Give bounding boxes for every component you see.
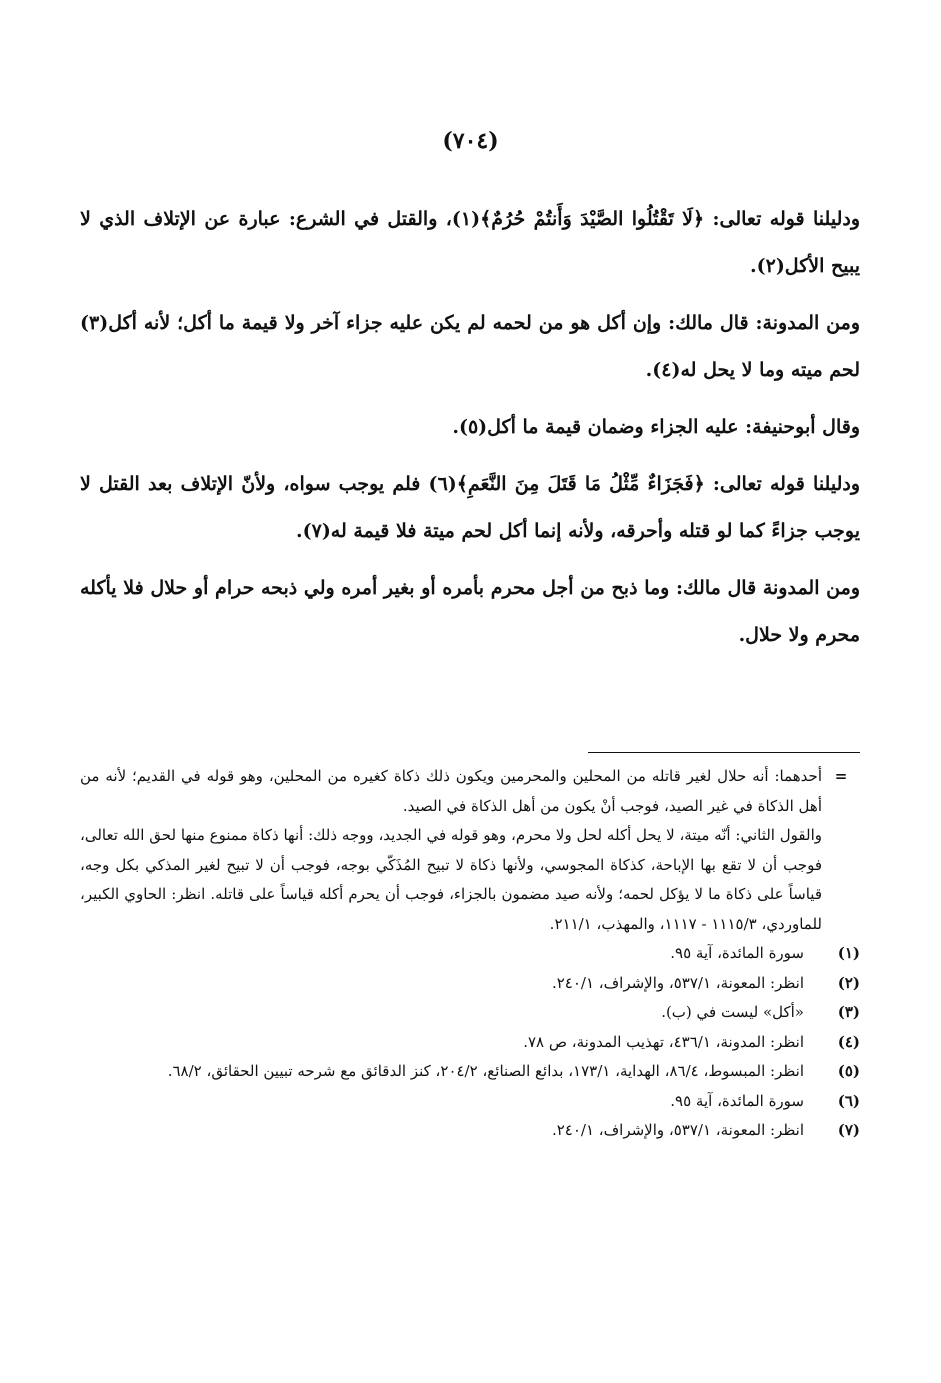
- footnote-text: سورة المائدة، آية ٩٥.: [670, 944, 804, 962]
- main-paragraph: ومن المدونة قال مالك: وما ذبح من أجل محرم بأمره أو بغير أمره ولي ذبحه حرام أو حلال فلا يأكله محرم ولا حلال.: [80, 577, 860, 646]
- footnote-number: (٣): [837, 1003, 860, 1021]
- main-text: [80, 196, 860, 669]
- main-paragraph: وقال أبوحنيفة: عليه الجزاء وضمان قيمة ما أكل(٥).: [452, 416, 860, 438]
- footnote-text: انظر: المبسوط، ٨٦/٤، الهداية، ١٧٣/١، بدائع الصنائع، ٢٠٤/٢، كنز الدقائق مع شرحه تبيين الحقائق، ٦٨/٢.: [167, 1062, 804, 1080]
- footnote-divider: [588, 752, 860, 753]
- footnote: [80, 969, 860, 999]
- footnote-number: (٧): [837, 1121, 860, 1139]
- footnotes: [80, 762, 860, 1146]
- footnote: [80, 939, 860, 969]
- continuation-paragraph: أحدهما: أنه حلال لغير قاتله من المحلين والمحرمين ويكون ذلك ذكاة كغيره من المحلين، وهو قوله في القديم؛ لأنه من أهل الذكاة في غير الصيد، فوجب أنْ يكون من أهل الذكاة في الصيد.: [80, 767, 822, 815]
- continuation-body: [80, 762, 822, 939]
- footnote-number: (١): [837, 944, 860, 962]
- footnote: [80, 1028, 860, 1058]
- footnote: [80, 1116, 860, 1146]
- footnote: [80, 998, 860, 1028]
- footnote-text: «أكل» ليست في (ب).: [661, 1003, 804, 1021]
- main-paragraph: ومن المدونة: قال مالك: وإن أكل هو من لحمه لم يكن عليه جزاء آخر ولا قيمة ما أكل؛ لأنه أكل(٣) لحم ميته وما لا يحل له(٤).: [80, 312, 860, 381]
- footnote-continuation: [80, 762, 860, 939]
- footnote: [80, 1057, 860, 1087]
- continuation-mark: =: [834, 767, 848, 785]
- main-paragraph: ودليلنا قوله تعالى: ﴿لَا تَقْتُلُوا الصَّيْدَ وَأَنتُمْ حُرُمٌ﴾(١)، والقتل في الشرع: عبارة عن الإتلاف الذي لا يبيح الأكل(٢).: [80, 208, 860, 277]
- footnote-text: سورة المائدة، آية ٩٥.: [670, 1091, 804, 1110]
- footnote-text: انظر: المعونة، ٥٣٧/١، والإشراف، ٢٤٠/١.: [551, 973, 804, 992]
- continuation-paragraph: والقول الثاني: أنّه ميتة، لا يحل أكله لحل ولا محرم، وهو قوله في الجديد، ووجه ذلك: أنها ذكاة ممنوع منها لحق الله تعالى، فوجب أن لا تقع بها الإباحة، كذكاة المجوسي، ولأنها ذكاة لا تبيح المُذَكّي بوجه، فوجب أن لا تبيح لغير المذكي بكل وجه، قياساً على ذكاة ما لا يؤكل لحمه؛ ولأنه صيد مضمون بالجزاء، فوجب أن يحرم أكله قياساً على قاتله. انظر: الحاوي الكبير، للماوردي، ١١١٥/٣ - ١١١٧، والمهذب، ٢١١/١.: [80, 826, 823, 933]
- footnote-number: (٦): [837, 1091, 860, 1110]
- page-number: (٧٠٤): [442, 128, 499, 154]
- footnote: [80, 1087, 860, 1117]
- footnote-text: انظر: المدونة، ٤٣٦/١، تهذيب المدونة، ص ٧٨.: [523, 1032, 804, 1051]
- footnote-number: (٢): [837, 973, 860, 992]
- main-paragraph: ودليلنا قوله تعالى: ﴿فَجَزَاءٌ مِّثْلُ مَا قَتَلَ مِنَ النَّعَمِ﴾(٦) فلم يوجب سواه، ولأنّ الإتلاف بعد القتل لا يوجب جزاءً كما لو قتله وأحرقه، ولأنه إنما أكل لحم ميتة فلا قيمة له(٧).: [80, 473, 861, 542]
- footnote-number: (٤): [837, 1032, 860, 1051]
- footnote-text: انظر: المعونة، ٥٣٧/١، والإشراف، ٢٤٠/١.: [551, 1121, 804, 1139]
- footnote-number: (٥): [837, 1062, 860, 1080]
